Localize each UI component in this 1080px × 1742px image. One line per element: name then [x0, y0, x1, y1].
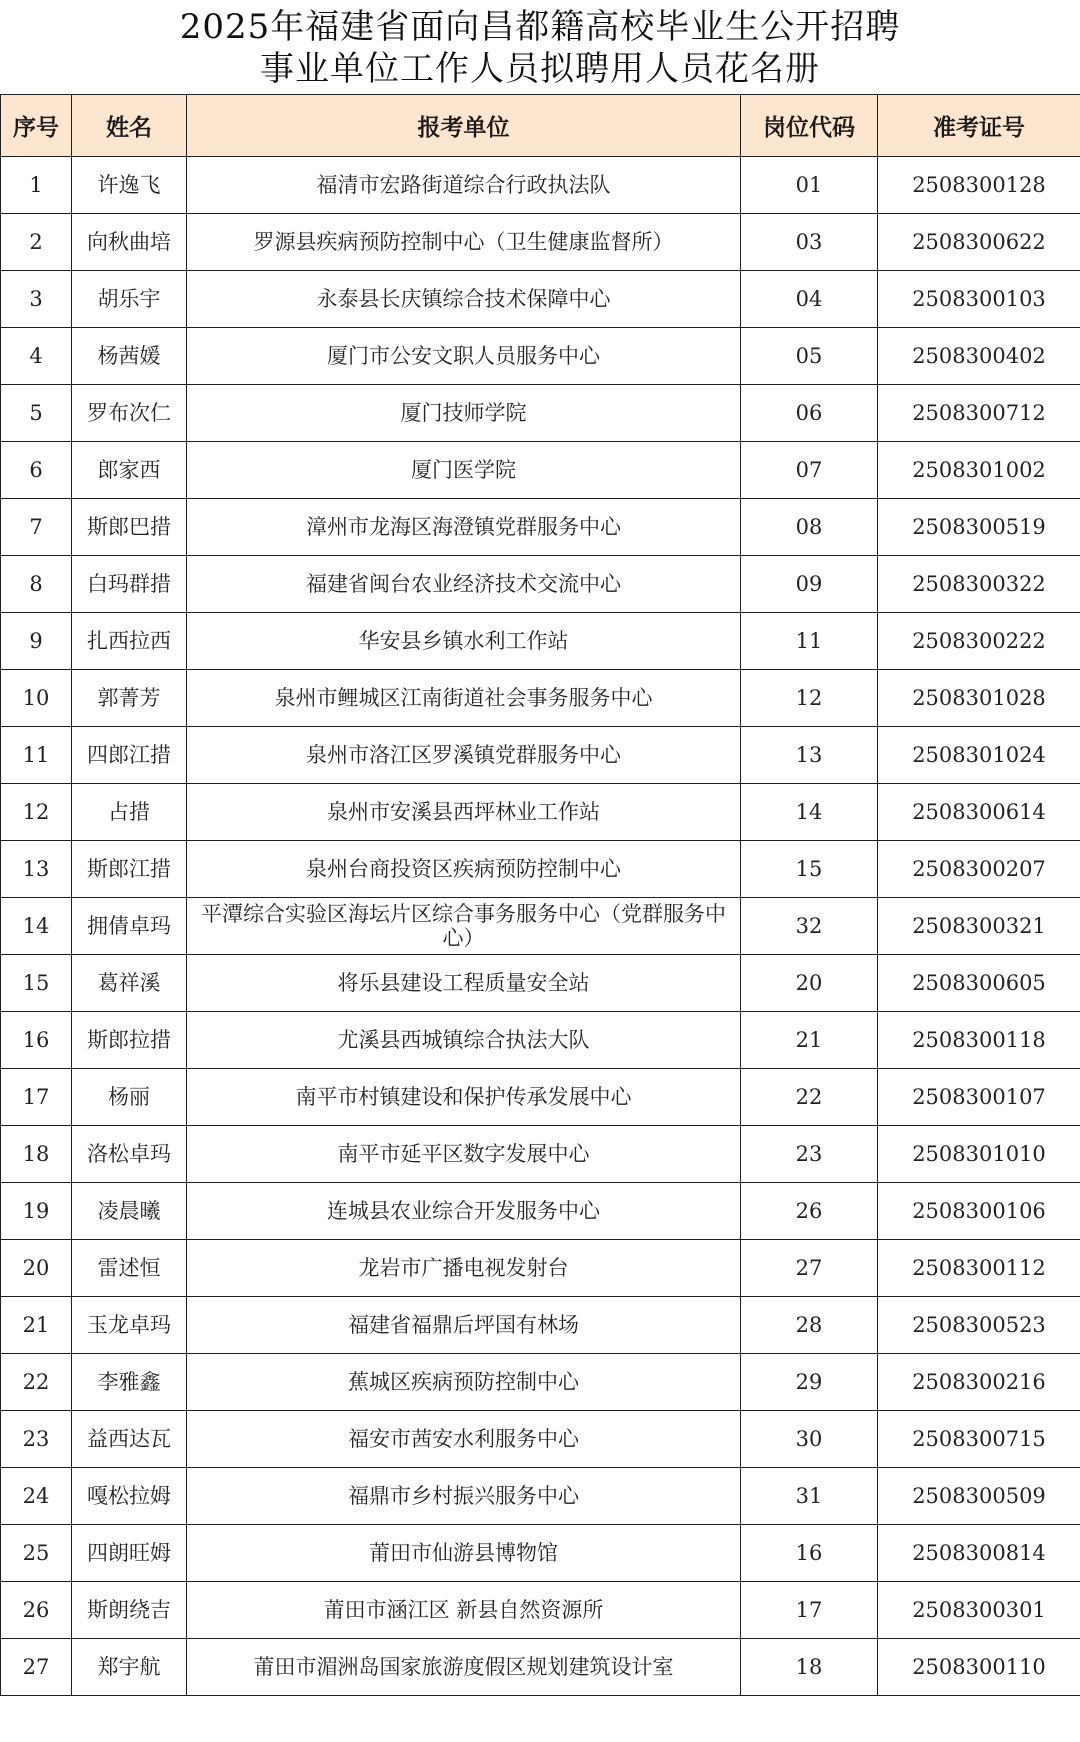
cell-exam-number: 2508300614: [878, 784, 1080, 841]
cell-name: 斯郎江措: [72, 841, 187, 898]
cell-exam-number: 2508300112: [878, 1240, 1080, 1297]
cell-name: 玉龙卓玛: [72, 1297, 187, 1354]
cell-seq: 18: [1, 1126, 72, 1183]
table-row: [1, 214, 1080, 271]
cell-name: 四朗旺姆: [72, 1525, 187, 1582]
header-exam-number: 准考证号: [878, 95, 1080, 157]
cell-seq: 14: [1, 898, 72, 955]
cell-exam-number: 2508300519: [878, 499, 1080, 556]
cell-exam-number: 2508300814: [878, 1525, 1080, 1582]
cell-name: 白玛群措: [72, 556, 187, 613]
cell-exam-number: 2508300322: [878, 556, 1080, 613]
cell-unit: 福建省闽台农业经济技术交流中心: [187, 556, 741, 613]
cell-unit: 厦门技师学院: [187, 385, 741, 442]
cell-seq: 27: [1, 1639, 72, 1696]
cell-unit: 蕉城区疾病预防控制中心: [187, 1354, 741, 1411]
table-row: [1, 1069, 1080, 1126]
cell-unit: 南平市延平区数字发展中心: [187, 1126, 741, 1183]
cell-position-code: 27: [741, 1240, 878, 1297]
cell-exam-number: 2508300715: [878, 1411, 1080, 1468]
cell-unit: 南平市村镇建设和保护传承发展中心: [187, 1069, 741, 1126]
cell-seq: 3: [1, 271, 72, 328]
document-title: [0, 0, 1080, 94]
cell-name: 李雅鑫: [72, 1354, 187, 1411]
cell-seq: 16: [1, 1012, 72, 1069]
cell-seq: 24: [1, 1468, 72, 1525]
cell-name: 占措: [72, 784, 187, 841]
table-row: [1, 1012, 1080, 1069]
cell-seq: 21: [1, 1297, 72, 1354]
cell-position-code: 26: [741, 1183, 878, 1240]
cell-exam-number: 2508300128: [878, 157, 1080, 214]
cell-name: 洛松卓玛: [72, 1126, 187, 1183]
cell-name: 许逸飞: [72, 157, 187, 214]
table-row: [1, 727, 1080, 784]
cell-seq: 4: [1, 328, 72, 385]
table-row: [1, 955, 1080, 1012]
cell-name: 郎家西: [72, 442, 187, 499]
cell-exam-number: 2508301002: [878, 442, 1080, 499]
cell-exam-number: 2508301024: [878, 727, 1080, 784]
cell-unit: 泉州市鲤城区江南街道社会事务服务中心: [187, 670, 741, 727]
cell-seq: 1: [1, 157, 72, 214]
cell-exam-number: 2508300118: [878, 1012, 1080, 1069]
cell-exam-number: 2508300712: [878, 385, 1080, 442]
cell-position-code: 09: [741, 556, 878, 613]
cell-exam-number: 2508300207: [878, 841, 1080, 898]
cell-name: 郑宇航: [72, 1639, 187, 1696]
cell-exam-number: 2508300301: [878, 1582, 1080, 1639]
cell-unit: 连城县农业综合开发服务中心: [187, 1183, 741, 1240]
table-row: [1, 1582, 1080, 1639]
cell-unit: 龙岩市广播电视发射台: [187, 1240, 741, 1297]
cell-exam-number: 2508300107: [878, 1069, 1080, 1126]
table-row: [1, 841, 1080, 898]
table-row: [1, 1240, 1080, 1297]
table-row: [1, 784, 1080, 841]
cell-exam-number: 2508300402: [878, 328, 1080, 385]
cell-exam-number: 2508300106: [878, 1183, 1080, 1240]
cell-name: 斯郎拉措: [72, 1012, 187, 1069]
cell-seq: 8: [1, 556, 72, 613]
title-line-2: 事业单位工作人员拟聘用人员花名册: [260, 49, 820, 89]
table-row: [1, 1468, 1080, 1525]
cell-seq: 17: [1, 1069, 72, 1126]
cell-seq: 25: [1, 1525, 72, 1582]
cell-name: 胡乐宇: [72, 271, 187, 328]
table-row: [1, 556, 1080, 613]
table-row: [1, 670, 1080, 727]
cell-unit: 厦门医学院: [187, 442, 741, 499]
cell-position-code: 28: [741, 1297, 878, 1354]
cell-seq: 6: [1, 442, 72, 499]
table-row: [1, 1126, 1080, 1183]
cell-position-code: 30: [741, 1411, 878, 1468]
table-row: [1, 898, 1080, 955]
cell-exam-number: 2508300222: [878, 613, 1080, 670]
table-row: [1, 1525, 1080, 1582]
table-row: [1, 1639, 1080, 1696]
cell-position-code: 31: [741, 1468, 878, 1525]
cell-position-code: 23: [741, 1126, 878, 1183]
cell-seq: 20: [1, 1240, 72, 1297]
cell-position-code: 16: [741, 1525, 878, 1582]
cell-seq: 11: [1, 727, 72, 784]
cell-position-code: 17: [741, 1582, 878, 1639]
cell-name: 凌晨曦: [72, 1183, 187, 1240]
cell-position-code: 20: [741, 955, 878, 1012]
table-row: [1, 613, 1080, 670]
header-unit: 报考单位: [187, 95, 741, 157]
table-row: [1, 499, 1080, 556]
cell-name: 向秋曲培: [72, 214, 187, 271]
cell-exam-number: 2508300110: [878, 1639, 1080, 1696]
cell-seq: 13: [1, 841, 72, 898]
cell-position-code: 12: [741, 670, 878, 727]
cell-unit: 福清市宏路街道综合行政执法队: [187, 157, 741, 214]
cell-unit: 福建省福鼎后坪国有林场: [187, 1297, 741, 1354]
cell-unit: 福安市茜安水利服务中心: [187, 1411, 741, 1468]
cell-unit: 福鼎市乡村振兴服务中心: [187, 1468, 741, 1525]
cell-unit: 莆田市仙游县博物馆: [187, 1525, 741, 1582]
table-row: [1, 1411, 1080, 1468]
cell-name: 扎西拉西: [72, 613, 187, 670]
cell-name: 拥倩卓玛: [72, 898, 187, 955]
cell-exam-number: 2508300523: [878, 1297, 1080, 1354]
table-row: [1, 271, 1080, 328]
cell-exam-number: 2508301028: [878, 670, 1080, 727]
cell-position-code: 05: [741, 328, 878, 385]
cell-position-code: 18: [741, 1639, 878, 1696]
table-row: [1, 1354, 1080, 1411]
cell-seq: 26: [1, 1582, 72, 1639]
cell-position-code: 13: [741, 727, 878, 784]
cell-seq: 10: [1, 670, 72, 727]
cell-unit: 华安县乡镇水利工作站: [187, 613, 741, 670]
cell-name: 斯郎巴措: [72, 499, 187, 556]
cell-unit: 厦门市公安文职人员服务中心: [187, 328, 741, 385]
cell-seq: 22: [1, 1354, 72, 1411]
table-header: [1, 95, 1080, 157]
cell-name: 罗布次仁: [72, 385, 187, 442]
header-position-code: 岗位代码: [741, 95, 878, 157]
table-row: [1, 157, 1080, 214]
cell-position-code: 11: [741, 613, 878, 670]
roster-table: [0, 94, 1080, 1696]
table-body: [1, 157, 1080, 1696]
cell-position-code: 07: [741, 442, 878, 499]
cell-name: 杨茜媛: [72, 328, 187, 385]
cell-exam-number: 2508300605: [878, 955, 1080, 1012]
cell-position-code: 08: [741, 499, 878, 556]
cell-name: 益西达瓦: [72, 1411, 187, 1468]
cell-position-code: 22: [741, 1069, 878, 1126]
cell-seq: 15: [1, 955, 72, 1012]
cell-name: 杨丽: [72, 1069, 187, 1126]
cell-name: 葛祥溪: [72, 955, 187, 1012]
cell-unit: 泉州市安溪县西坪林业工作站: [187, 784, 741, 841]
cell-unit: 罗源县疾病预防控制中心（卫生健康监督所）: [187, 214, 741, 271]
cell-position-code: 29: [741, 1354, 878, 1411]
header-name: 姓名: [72, 95, 187, 157]
cell-unit: 尤溪县西城镇综合执法大队: [187, 1012, 741, 1069]
cell-position-code: 03: [741, 214, 878, 271]
cell-position-code: 32: [741, 898, 878, 955]
cell-position-code: 21: [741, 1012, 878, 1069]
cell-unit: 将乐县建设工程质量安全站: [187, 955, 741, 1012]
cell-seq: 7: [1, 499, 72, 556]
cell-seq: 12: [1, 784, 72, 841]
cell-exam-number: 2508300216: [878, 1354, 1080, 1411]
cell-position-code: 04: [741, 271, 878, 328]
cell-exam-number: 2508300509: [878, 1468, 1080, 1525]
cell-position-code: 01: [741, 157, 878, 214]
cell-seq: 9: [1, 613, 72, 670]
cell-unit: 永泰县长庆镇综合技术保障中心: [187, 271, 741, 328]
cell-name: 斯朗绕吉: [72, 1582, 187, 1639]
cell-seq: 2: [1, 214, 72, 271]
table-row: [1, 385, 1080, 442]
cell-unit: 泉州台商投资区疾病预防控制中心: [187, 841, 741, 898]
cell-seq: 19: [1, 1183, 72, 1240]
cell-name: 郭菁芳: [72, 670, 187, 727]
table-row: [1, 1183, 1080, 1240]
cell-exam-number: 2508300622: [878, 214, 1080, 271]
table-row: [1, 442, 1080, 499]
cell-unit: 莆田市湄洲岛国家旅游度假区规划建筑设计室: [187, 1639, 741, 1696]
cell-exam-number: 2508300103: [878, 271, 1080, 328]
table-row: [1, 1297, 1080, 1354]
cell-position-code: 06: [741, 385, 878, 442]
header-row: [1, 95, 1080, 157]
cell-name: 四郎江措: [72, 727, 187, 784]
cell-name: 嘎松拉姆: [72, 1468, 187, 1525]
cell-unit: 泉州市洛江区罗溪镇党群服务中心: [187, 727, 741, 784]
cell-exam-number: 2508300321: [878, 898, 1080, 955]
cell-name: 雷述恒: [72, 1240, 187, 1297]
table-row: [1, 328, 1080, 385]
cell-exam-number: 2508301010: [878, 1126, 1080, 1183]
cell-position-code: 15: [741, 841, 878, 898]
cell-unit: 平潭综合实验区海坛片区综合事务服务中心（党群服务中心）: [187, 898, 741, 955]
cell-position-code: 14: [741, 784, 878, 841]
title-line-1: 2025年福建省面向昌都籍高校毕业生公开招聘: [179, 7, 901, 47]
cell-unit: 漳州市龙海区海澄镇党群服务中心: [187, 499, 741, 556]
cell-unit: 莆田市涵江区 新县自然资源所: [187, 1582, 741, 1639]
header-seq: 序号: [1, 95, 72, 157]
cell-seq: 23: [1, 1411, 72, 1468]
cell-seq: 5: [1, 385, 72, 442]
